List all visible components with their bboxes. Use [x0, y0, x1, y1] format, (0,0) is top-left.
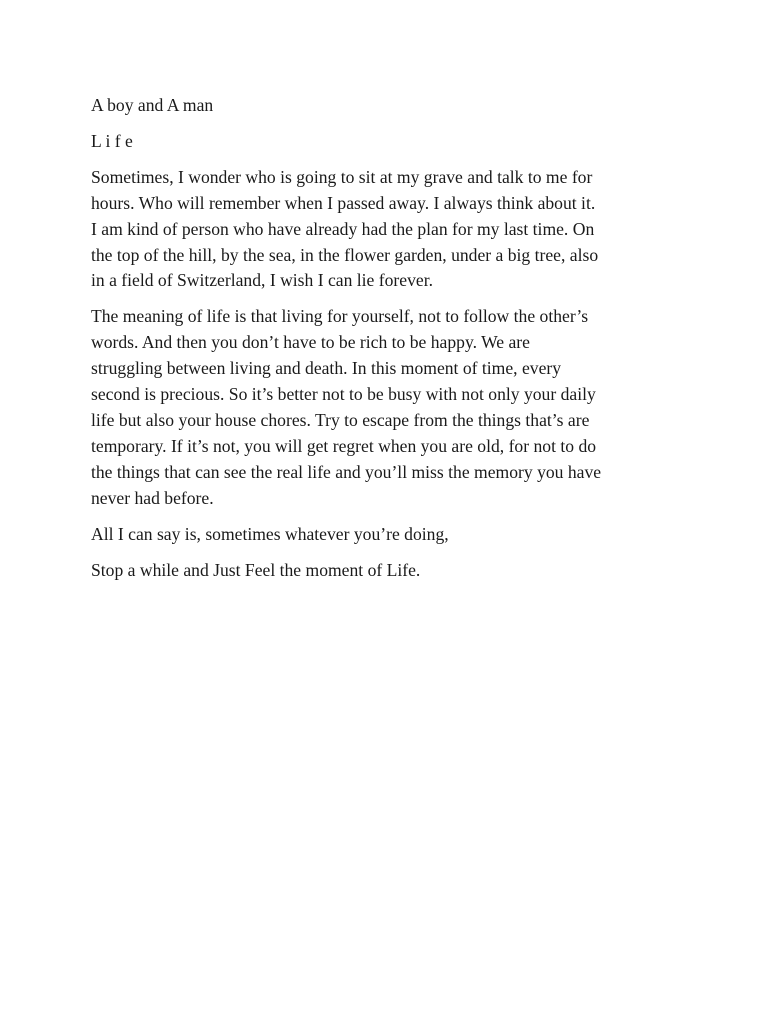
paragraph-line: second is precious. So it’s better not to be busy with not only your daily [91, 384, 596, 405]
document-body [91, 93, 681, 593]
paragraph-line: The meaning of life is that living for yourself, not to follow the other’s [91, 306, 589, 327]
paragraph-line: temporary. If it’s not, you will get regret when you are old, for not to do [91, 435, 597, 456]
paragraph-line: the things that can see the real life and you’ll miss the memory you have [91, 461, 602, 482]
paragraph-line: Stop a while and Just Feel the moment of Life. [91, 559, 421, 580]
paragraph-line: Sometimes, I wonder who is going to sit at my grave and talk to me for [91, 166, 593, 187]
document-title: A boy and A man [91, 95, 214, 115]
paragraph-line: in a field of Switzerland, I wish I can lie forever. [91, 270, 433, 291]
paragraph-3 [91, 522, 681, 548]
paragraph-line: the top of the hill, by the sea, in the flower garden, under a big tree, also [91, 244, 599, 265]
paragraph-line: All I can say is, sometimes whatever you’re doing, [91, 523, 449, 544]
document-subtitle: L i f e [91, 130, 133, 151]
paragraph-line: life but also your house chores. Try to escape from the things that’s are [91, 409, 590, 430]
paragraph-1 [91, 165, 681, 295]
paragraph-line: struggling between living and death. In this moment of time, every [91, 358, 562, 379]
paragraph-2 [91, 304, 681, 511]
paragraph-line: never had before. [91, 487, 214, 508]
paragraph-line: I am kind of person who have already had the plan for my last time. On [91, 218, 595, 239]
paragraph-4 [91, 558, 681, 584]
paragraph-line: hours. Who will remember when I passed away. I always think about it. [91, 192, 596, 213]
paragraph-line: words. And then you don’t have to be rich to be happy. We are [91, 332, 530, 353]
